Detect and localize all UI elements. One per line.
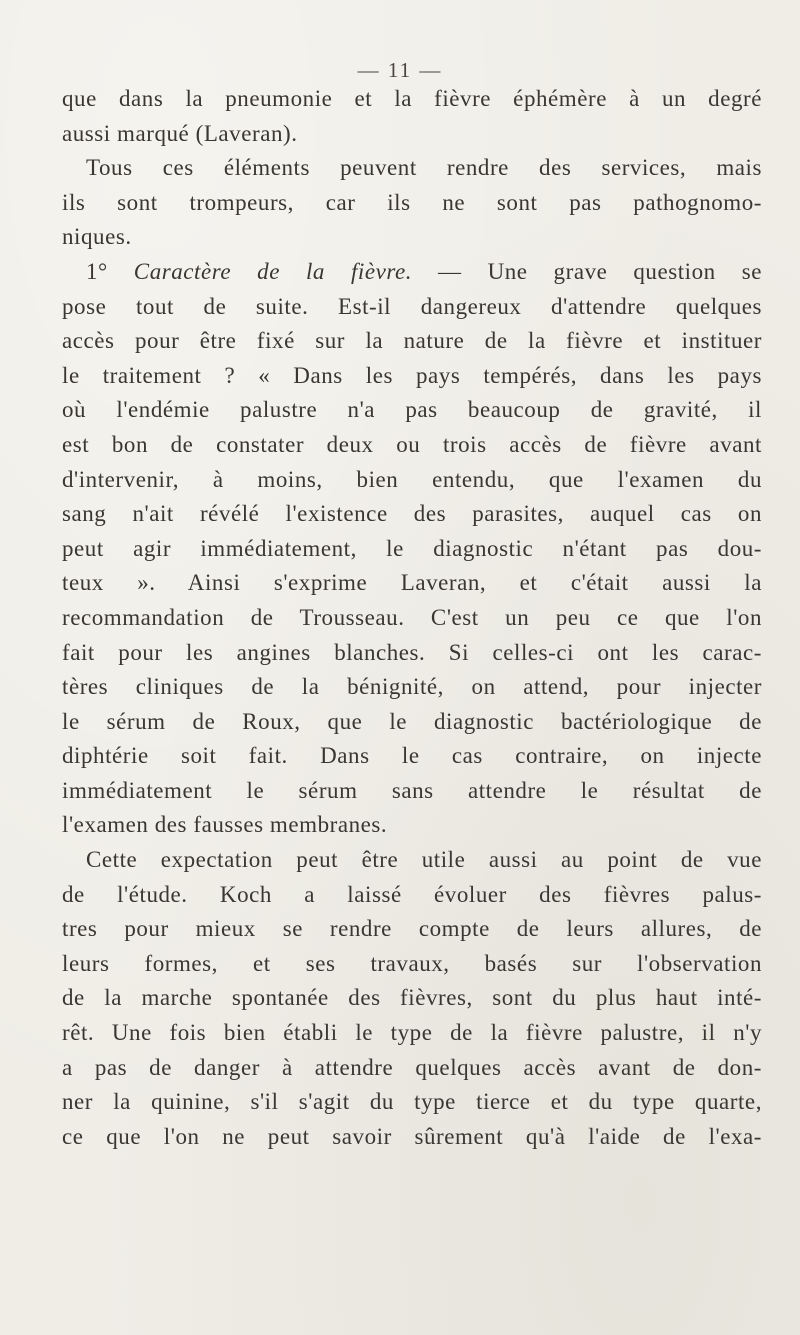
text-line: niques.	[62, 224, 132, 250]
text-line: que dans la pneumonie et la fièvre éphémère à un degré	[62, 86, 762, 111]
text-line: immédiatement le sérum sans attendre le résultat de	[62, 777, 762, 803]
text-line: le traitement ? « Dans les pays tempérés, dans les pays	[62, 362, 762, 388]
line-text: — Une grave question se	[412, 258, 762, 284]
text-line: l'examen des fausses membranes.	[62, 812, 388, 838]
text-line: peut agir immédiatement, le diagnostic n'étant pas dou-	[62, 535, 762, 561]
text-line: est bon de constater deux ou trois accès de fièvre avant	[62, 431, 762, 457]
text-line: sang n'ait révélé l'existence des parasites, auquel cas on	[62, 501, 762, 527]
page-number: — 11 —	[357, 58, 443, 82]
text-line: ils sont trompeurs, car ils ne sont pas pathognomo-	[62, 189, 762, 215]
section-title: Caractère de la fièvre.	[133, 258, 413, 284]
text-line: rêt. Une fois bien établi le type de la fièvre palustre, il n'y	[62, 1020, 762, 1046]
body-text	[62, 82, 762, 1154]
text-line: accès pour être fixé sur la nature de la fièvre et instituer	[62, 328, 762, 354]
text-line: pose tout de suite. Est-il dangereux d'attendre quelques	[62, 293, 762, 319]
text-line: recommandation de Trousseau. C'est un peu ce que l'on	[62, 604, 762, 630]
section-number: 1°	[86, 258, 134, 284]
text-line: le sérum de Roux, que le diagnostic bactériologique de	[62, 708, 762, 734]
text-line: ner la quinine, s'il s'agit du type tierce et du type quarte,	[62, 1089, 762, 1115]
text-line: tères cliniques de la bénignité, on attend, pour injecter	[62, 674, 762, 700]
text-line: où l'endémie palustre n'a pas beaucoup de gravité, il	[62, 397, 762, 423]
text-line: diphtérie soit fait. Dans le cas contraire, on injecte	[62, 743, 762, 769]
text-line: a pas de danger à attendre quelques accès avant de don-	[62, 1054, 762, 1080]
text-line: fait pour les angines blanches. Si celles-ci ont les carac-	[62, 639, 762, 665]
text-line	[62, 255, 762, 290]
text-line: de la marche spontanée des fièvres, sont du plus haut inté-	[62, 985, 762, 1011]
text-line: Cette expectation peut être utile aussi au point de vue	[86, 847, 762, 873]
text-line: aussi marqué (Laveran).	[62, 120, 298, 146]
text-line: d'intervenir, à moins, bien entendu, que l'examen du	[62, 466, 762, 492]
text-line: ce que l'on ne peut savoir sûrement qu'à l'aide de l'exa-	[62, 1123, 762, 1149]
text-line: de l'étude. Koch a laissé évoluer des fièvres palus-	[62, 881, 762, 907]
text-line: teux ». Ainsi s'exprime Laveran, et c'était aussi la	[62, 570, 762, 596]
text-line: Tous ces éléments peuvent rendre des services, mais	[86, 155, 762, 181]
text-line: leurs formes, et ses travaux, basés sur l'observation	[62, 950, 762, 976]
text-line: tres pour mieux se rendre compte de leurs allures, de	[62, 916, 762, 942]
